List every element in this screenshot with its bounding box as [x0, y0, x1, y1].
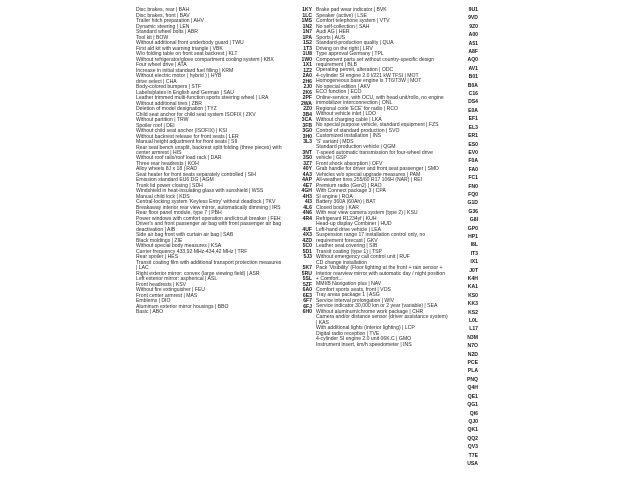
option-code: 40Y	[302, 166, 312, 173]
option-description: Basic | ABO	[136, 309, 164, 316]
option-code: KA1	[467, 284, 478, 291]
option-description: Type approval Germany | TPL	[316, 51, 384, 57]
option-code: 2WA	[300, 100, 312, 107]
option-description: Component parts set without country-specific design requirement | BLB	[316, 56, 435, 68]
option-description: Operating permit, alteration | ODC	[316, 67, 394, 74]
option-description: First aid kit with warning triangle | VBK	[136, 45, 223, 52]
option-code: N7O	[467, 343, 478, 350]
option-description: Customized installation | INS	[316, 133, 382, 140]
option-description: Front headrests | KSV	[136, 281, 187, 288]
option-code: 6A0	[302, 287, 312, 294]
option-entry	[136, 261, 312, 272]
option-description: Deletion of model designation | TYZ	[136, 106, 217, 112]
option-description: Premium radio (Gen2) | RAO	[316, 182, 382, 189]
option-code: 4E7	[302, 182, 312, 189]
option-description: Black moldings | ZIE	[136, 237, 183, 244]
option-code: GP0	[467, 225, 478, 232]
option-code: 4GH	[301, 188, 312, 195]
option-description: Manual child lock | KDS	[136, 193, 190, 200]
option-code: 1U8	[302, 51, 312, 57]
option-code: FQ0	[468, 191, 478, 198]
option-description: No special edition | AKV	[316, 83, 371, 90]
option-description: Tray areas package 1 | ASG	[316, 292, 380, 299]
option-description: Central-locking system 'Keyless Entry' without deadlock | TKV	[136, 199, 276, 206]
option-code: QJ0	[468, 418, 478, 425]
option-description: Without aluminum/chrome work package | CHR	[316, 308, 424, 315]
option-code: USA	[467, 460, 478, 467]
option-code: QI6	[469, 410, 478, 417]
option-description: Service indicator 30,000 km or 2 year (variable) | SEA	[316, 303, 438, 310]
option-code: B01	[468, 74, 478, 81]
option-description: Side air bag front with curtain air bag | SAB	[136, 232, 234, 239]
option-description: Alloy wheels 8J x 18 | RAD	[136, 166, 198, 173]
option-code: 5K7	[302, 265, 312, 272]
option-description: Without vehicle inlet | LDO	[316, 111, 376, 118]
option-code: 3Z7	[303, 160, 312, 167]
option-description: Driving on the right | LRV	[316, 45, 373, 52]
option-description: Spoiler roof | DEI	[136, 122, 175, 129]
option-code: A8F	[468, 49, 478, 56]
option-description: Body-colored bumpers | STF	[136, 84, 202, 90]
option-description: Online-service, with OCU, with head unit/rollo, no engine immobilizer interconnection | ONL	[316, 94, 444, 107]
option-description: 'S' variant | MDS	[316, 138, 354, 145]
option-description: Without special body measures | KSA	[136, 243, 222, 250]
option-description: Front shock absorption | OFV	[316, 160, 383, 167]
option-code: 1T3	[303, 45, 312, 52]
option-description: Control of standard production | SVO	[316, 127, 400, 134]
option-description: Disc brakes, front | BAV	[136, 12, 190, 19]
option-description: All-weather tires 255/60 R17 106H (NAR) | REI	[316, 177, 423, 184]
option-code: QV3	[467, 444, 478, 451]
option-code: 4I3	[304, 199, 312, 206]
option-description: Rear floor panel module, type 7 | PBH	[136, 210, 222, 217]
option-code: 1MS	[301, 18, 312, 24]
option-description: Three rear headrests | KOH	[136, 160, 199, 167]
option-code: 4UF	[302, 226, 312, 233]
option-code: ER1	[468, 133, 478, 140]
option-description: Brake pad wear indicator | BVK	[316, 7, 387, 13]
option-code: I8L	[470, 242, 478, 249]
option-code: 1Z2	[303, 67, 312, 74]
option-code: A51	[468, 40, 478, 47]
option-code: G36	[468, 208, 478, 215]
option-code: 3S0	[302, 155, 312, 162]
option-code: 1PA	[302, 34, 312, 41]
option-code: AQ0	[467, 57, 478, 64]
option-description: Aluminum exterior mirror housings | BBO	[136, 303, 229, 310]
option-code: F0A	[468, 158, 478, 165]
option-description: SI engine | ROA	[316, 193, 353, 200]
option-code: DS4	[468, 99, 478, 106]
option-description: Camera and/or distance sensor (driver assistance system) | KAS	[316, 314, 448, 326]
option-code: HP1	[468, 233, 478, 240]
option-code: FA0	[468, 166, 478, 173]
option-code: 5ZF	[302, 281, 312, 288]
option-code: 4AP	[302, 177, 312, 184]
option-description: With rear view camera system (type 2) | KSU	[316, 210, 418, 217]
option-code: PCE	[467, 360, 478, 367]
option-code: 1LC	[302, 12, 312, 19]
option-description: Without refrigerator/glove compartment cooling system | KBX	[136, 56, 274, 63]
option-code: QE1	[467, 393, 478, 400]
option-code: EV0	[468, 149, 478, 156]
option-code: 2Z0	[303, 106, 312, 112]
option-description: Audi AG | HER	[316, 29, 350, 35]
option-description: Seat heater for front seats separately controlled | SIH	[136, 171, 256, 178]
option-code: EL3	[468, 124, 478, 131]
option-description: Emission standard EU6 DG | AGM	[136, 177, 214, 184]
option-code: 4A3	[302, 171, 312, 178]
option-code: 3B4	[302, 111, 312, 118]
option-code: 6F7	[303, 298, 312, 305]
option-code: 4R4	[302, 215, 312, 222]
option-description: Labels/plates in English and German | SAU	[136, 89, 234, 96]
option-code: KK3	[467, 301, 478, 308]
option-code: FC1	[468, 175, 478, 182]
option-code: IT3	[470, 250, 478, 257]
option-code: 4X3	[302, 232, 312, 239]
option-code: PLA	[467, 368, 478, 375]
option-code: 3CA	[301, 117, 312, 123]
option-description: Comfort sports seats, front | VOS	[316, 286, 391, 293]
option-code: B0A	[467, 82, 478, 89]
option-description: 4-cylinder SI engine 2.0 l/221 kW TFSI | MOT	[316, 72, 419, 79]
option-description: Refrigerant R1234yf | KUH	[316, 215, 377, 222]
option-code: 2PF	[302, 95, 312, 101]
option-description: Standard wheel bolts | ABR	[136, 29, 198, 35]
option-code: 1W0	[301, 56, 312, 63]
option-description: Closed body | KAR	[316, 204, 359, 211]
option-description: CD change installation	[316, 259, 367, 266]
option-code: FN0	[468, 183, 478, 190]
right-code-column	[452, 8, 478, 474]
option-description: Trailer hitch preparation | AHV	[136, 18, 204, 24]
option-description: Battery 360A (60Ah) | BAT	[316, 199, 376, 206]
option-description: 4-cylinder SI engine 2.0 unit 06K.C | GMO	[316, 336, 412, 343]
left-column	[136, 8, 312, 316]
option-description: Leather trimmed multi-function sports steering wheel | LRA	[136, 95, 269, 101]
option-description: Digital radio reception | TVE	[316, 330, 380, 337]
option-description: Left-hand drive vehicle | LEA	[316, 226, 382, 233]
option-code: AV1	[468, 65, 478, 72]
option-code: 3H0	[302, 133, 312, 140]
option-code: A00	[468, 32, 478, 39]
option-code: 1N2	[302, 23, 312, 30]
option-code: 2A0	[302, 73, 312, 79]
option-description: Without fire extinguisher | FEU	[136, 287, 205, 294]
option-code: 5C0	[302, 243, 312, 250]
option-code: T7E	[468, 452, 478, 459]
option-code: 1X1	[302, 62, 312, 68]
option-description: Without backrest release for front seats | LER	[136, 133, 239, 140]
option-description: Vehicles w/o special upgrade measures | PAM	[316, 171, 421, 178]
option-code: N2D	[467, 351, 478, 358]
option-description: Instrument insert, km/h speedometer | INS	[316, 341, 412, 348]
option-code: KS2	[468, 309, 478, 316]
option-description: MMI/B Navigation plus | NAV	[316, 281, 382, 288]
option-description: Speaker (active) | LSE	[316, 12, 367, 19]
option-description: Leather seat covering | SIB	[316, 243, 378, 250]
option-description: Transit coating (type 1) | TSP	[316, 248, 382, 255]
option-description: Tool kit | BOW	[136, 34, 169, 41]
option-code: C16	[468, 91, 478, 98]
option-description: Without additional tires | ZBR	[136, 100, 202, 107]
option-description: Without child seat anchor (ISOFIX) | KSI	[136, 128, 228, 134]
option-code: 3FB	[302, 122, 312, 129]
option-code-sheet	[136, 8, 480, 472]
option-code: 5SL	[302, 276, 312, 283]
option-description: Rear seat bench unsplit, backrest split folding (three pieces) with center armrest | HIS	[136, 144, 282, 156]
option-code: 6E3	[302, 292, 312, 299]
option-description: Without emergency call control unit | RUF	[316, 254, 410, 261]
option-code: 6FJ	[303, 303, 312, 310]
option-code: L0L	[468, 318, 478, 325]
option-code: IX1	[470, 259, 478, 266]
option-code: 9U1	[468, 7, 478, 13]
option-description: Trunk lid power closing | SDH	[136, 182, 203, 189]
option-description: Driver's and front passenger air bag with front passenger air bag deactivation | AIB	[136, 221, 282, 233]
option-description: drive select | CHA	[136, 78, 177, 85]
option-code: 6H0	[302, 309, 312, 316]
option-code: QK1	[467, 427, 478, 434]
option-description: Windshield in heat-insulating glass with sunshield | WSS	[136, 188, 264, 195]
option-description: Grab handle for driver and front seat passenger | SMD	[316, 166, 439, 173]
option-description: ECO function | ECO	[316, 89, 362, 96]
option-description: Front center armrest | MAS	[136, 292, 198, 299]
option-code: 4N6	[302, 210, 312, 217]
option-description: No special purpose vehicle, standard equipment | FZS	[316, 122, 439, 129]
option-code: 2J0	[303, 84, 312, 90]
option-description: Rear spoiler | HES	[136, 254, 179, 261]
option-description: Without charging cable | LKA	[316, 116, 382, 123]
option-code: 2H6	[302, 78, 312, 85]
option-description: Manual height adjustment for front seats | SII	[136, 139, 238, 145]
option-code: QQ2	[467, 435, 478, 442]
option-code: 1KY	[302, 7, 312, 13]
option-description: Left exterior mirror: aspherical | ASL	[136, 276, 218, 283]
option-description: Without partition | TRW	[136, 117, 189, 123]
option-description: W/o folding table on front seat backrest | KLT	[136, 51, 238, 57]
option-description: With additional lights (interior lighting) | LCP	[316, 325, 415, 332]
option-code: 5D1	[302, 248, 312, 255]
option-entry	[136, 310, 312, 315]
option-code: N3M	[467, 334, 478, 341]
option-code: 9VD	[468, 15, 478, 22]
option-code: L17	[469, 326, 478, 333]
option-code: G8I	[469, 217, 478, 224]
option-code: 1S2	[302, 40, 312, 46]
option-code: K4H	[467, 276, 478, 282]
option-code: 4ZD	[302, 237, 312, 244]
option-code: KS0	[468, 292, 478, 299]
option-code: EF1	[468, 116, 478, 123]
option-description: With Connect package 3 | CPA	[316, 188, 386, 195]
option-description: Disc brakes, rear | BAH	[136, 7, 190, 13]
option-code: J0T	[469, 267, 478, 274]
option-code: 5RU	[301, 270, 312, 277]
option-description: Standard-production quality | QUA	[316, 40, 394, 46]
option-description: Power windows with comfort operation and/circuit breaker | FEH	[136, 215, 281, 222]
option-description: Carrier frequency 433,92 MHz-434,42 MHz | TRF	[136, 248, 248, 255]
option-description: Increase in initial standard fuel filling | KRM	[136, 67, 234, 74]
option-description: Sports | AUS	[316, 34, 346, 41]
option-description: Without electric motor ( hybrid ) | HYB	[136, 73, 222, 79]
option-description: Without additional front underbody guard | TWU	[136, 40, 244, 46]
option-description: No self-collection | SAH	[316, 23, 370, 30]
option-description: Head-up display Combiner | HUD	[316, 221, 392, 228]
option-code: 4L6	[303, 204, 312, 211]
option-description: Four wheel drive | ATA	[136, 62, 187, 68]
option-description: Service interval prolongation | WIV	[316, 297, 395, 304]
option-description: Emblems | DIO	[136, 298, 171, 305]
option-description: Transit coating film with additional transport protection measures | LAC	[136, 259, 282, 272]
option-code: PNQ	[466, 376, 478, 383]
option-code: 1N7	[302, 29, 312, 35]
option-code: 2K6	[302, 89, 312, 96]
option-description: Child seat anchor for child seat system ISOFIX | ZKV	[136, 111, 256, 118]
option-description: Dynamic steering | LEN	[136, 23, 190, 30]
option-description: Standard production vehicle | QGM	[316, 144, 396, 151]
option-description: Regional code 'ECE' for radio | RCO	[316, 105, 398, 112]
option-description: 7-speed automatic transmission for four-wheel drive vehicle | GSP	[316, 149, 433, 162]
option-description: Without roof rails/roof load rack | DAR	[136, 155, 222, 162]
option-description: Comfort telephone system | VTV	[316, 18, 390, 24]
option-code: QG1	[467, 402, 478, 409]
option-code: E0A	[468, 107, 478, 114]
option-code: Q4H	[467, 385, 478, 392]
option-code: 4H3	[302, 193, 312, 200]
option-code: ES0	[468, 141, 478, 148]
option-code: 3NT	[302, 149, 312, 156]
option-code: 5J3	[303, 254, 312, 261]
option-description: Homogeneous base engine is TT6/T3W | MOT	[316, 78, 422, 85]
option-code: 9Z0	[469, 23, 478, 30]
option-description: Suspension range 17 installation control only, no requirement forecast | GKV	[316, 232, 426, 244]
option-description: Right exterior mirror: convex (large viewing field) | ASR	[136, 270, 260, 277]
option-description: Breakaway interior rear view mirror, automatically dimming | IRS	[136, 204, 281, 211]
option-description: Pack 'Visibility' (Floor lighting at the front + rain sensor + Interior rearview mirror with automatic day / night position + Comfort...	[316, 265, 446, 282]
option-code: 3L3	[303, 139, 312, 145]
option-code: G1D	[467, 200, 478, 207]
option-code: 3G0	[302, 128, 312, 134]
